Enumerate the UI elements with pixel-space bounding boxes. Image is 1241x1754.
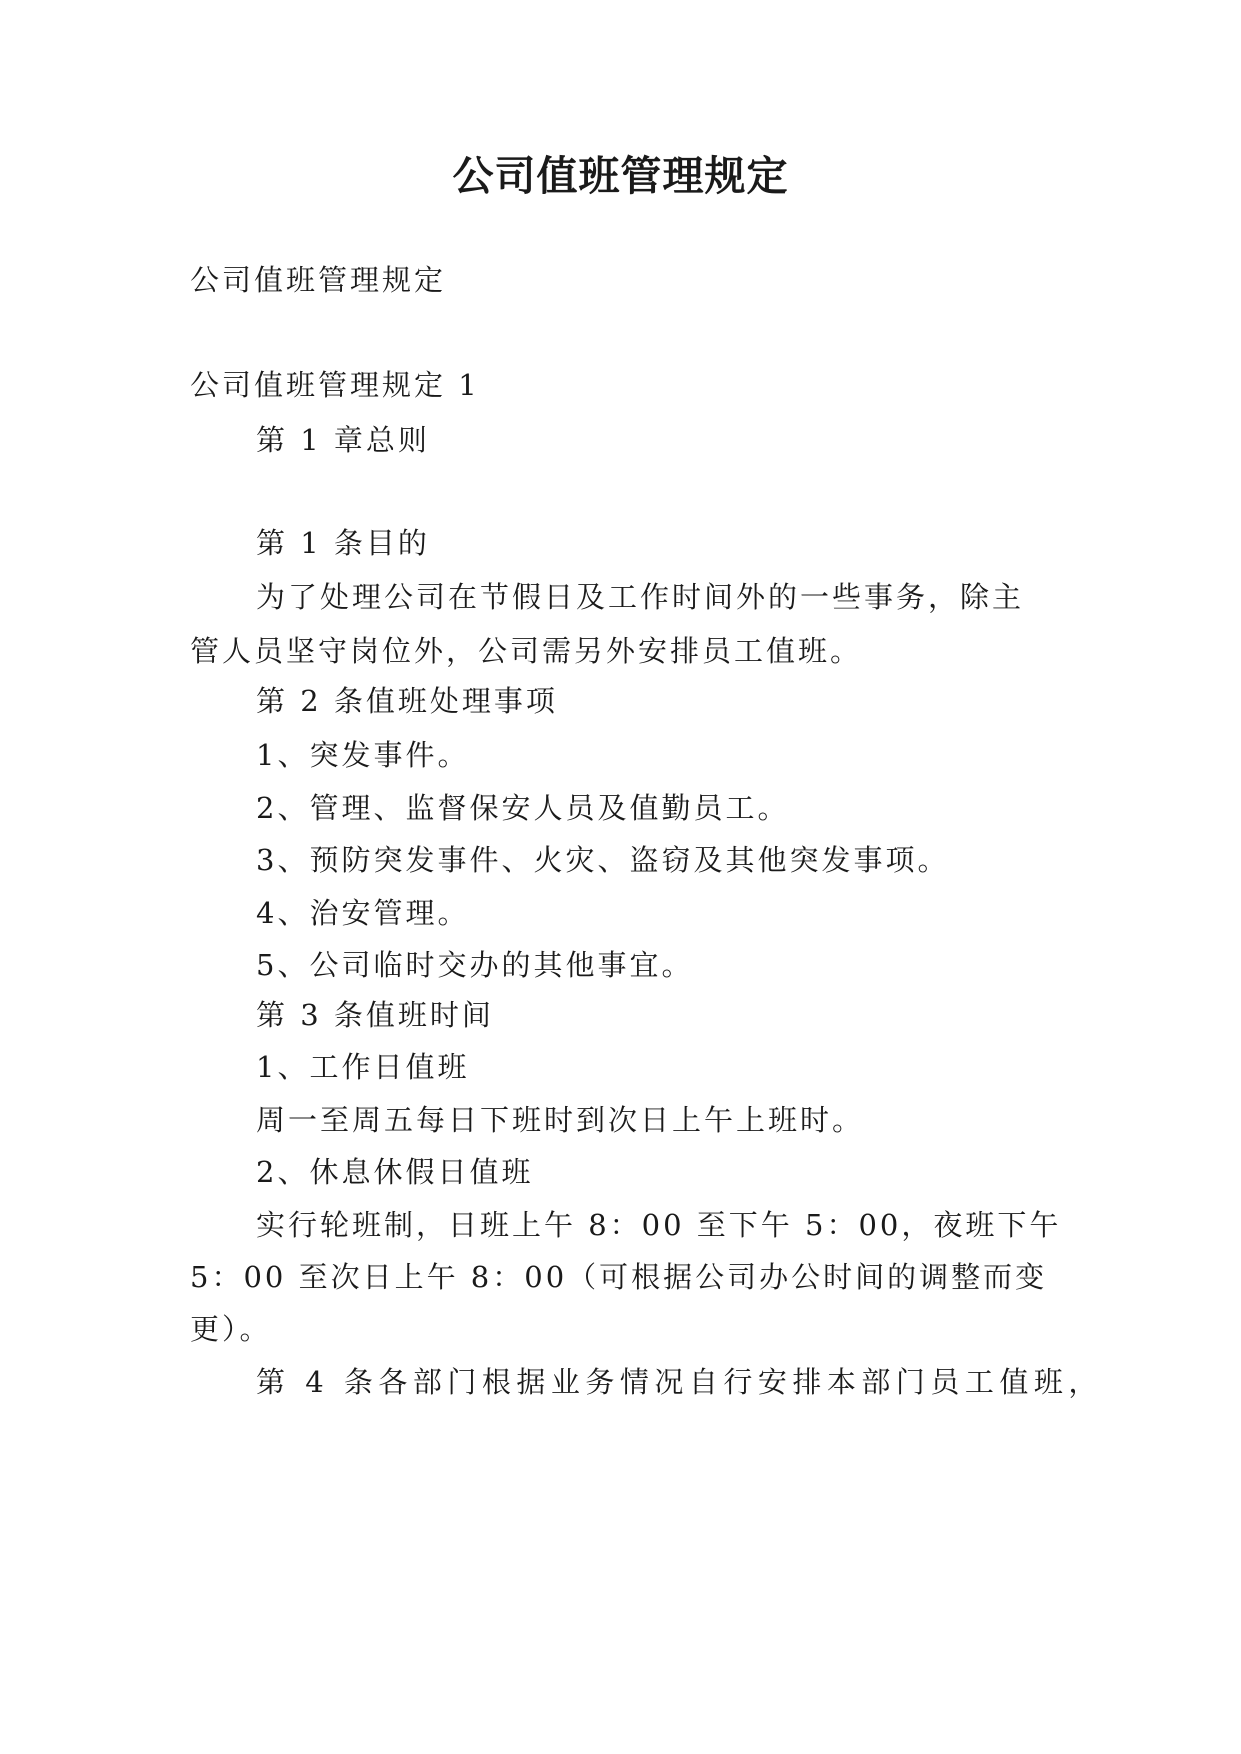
paragraph-line: 周一至周五每日下班时到次日上午上班时。: [256, 1103, 865, 1137]
list-item: 1、工作日值班: [256, 1050, 470, 1084]
list-item: 1、突发事件。: [256, 738, 470, 772]
document-title: 公司值班管理规定: [452, 152, 789, 200]
article-4-line: 第 4 条各部门根据业务情况自行安排本部门员工值班，: [256, 1365, 1103, 1399]
chapter-heading: 第 1 章总则: [256, 423, 430, 457]
paragraph-line: 为了处理公司在节假日及工作时间外的一些事务，除主: [256, 580, 1025, 614]
paragraph-line: 5：00 至次日上午 8：00（可根据公司办公时间的调整而变: [190, 1260, 1048, 1294]
article-3-heading: 第 3 条值班时间: [256, 998, 494, 1032]
paragraph-line: 实行轮班制，日班上午 8：00 至下午 5：00，夜班下午: [256, 1208, 1062, 1242]
article-1-heading: 第 1 条目的: [256, 526, 430, 560]
list-item: 2、休息休假日值班: [256, 1155, 534, 1189]
list-item: 5、公司临时交办的其他事宜。: [256, 948, 694, 982]
list-item: 4、治安管理。: [256, 896, 470, 930]
article-2-heading: 第 2 条值班处理事项: [256, 684, 558, 718]
list-item: 3、预防突发事件、火灾、盗窃及其他突发事项。: [256, 843, 950, 877]
document-heading: 公司值班管理规定: [190, 263, 447, 297]
section-title: 公司值班管理规定 1: [190, 368, 480, 402]
paragraph-line: 管人员坚守岗位外，公司需另外安排员工值班。: [190, 634, 863, 668]
paragraph-line: 更）。: [190, 1312, 272, 1346]
list-item: 2、管理、监督保安人员及值勤员工。: [256, 791, 790, 825]
